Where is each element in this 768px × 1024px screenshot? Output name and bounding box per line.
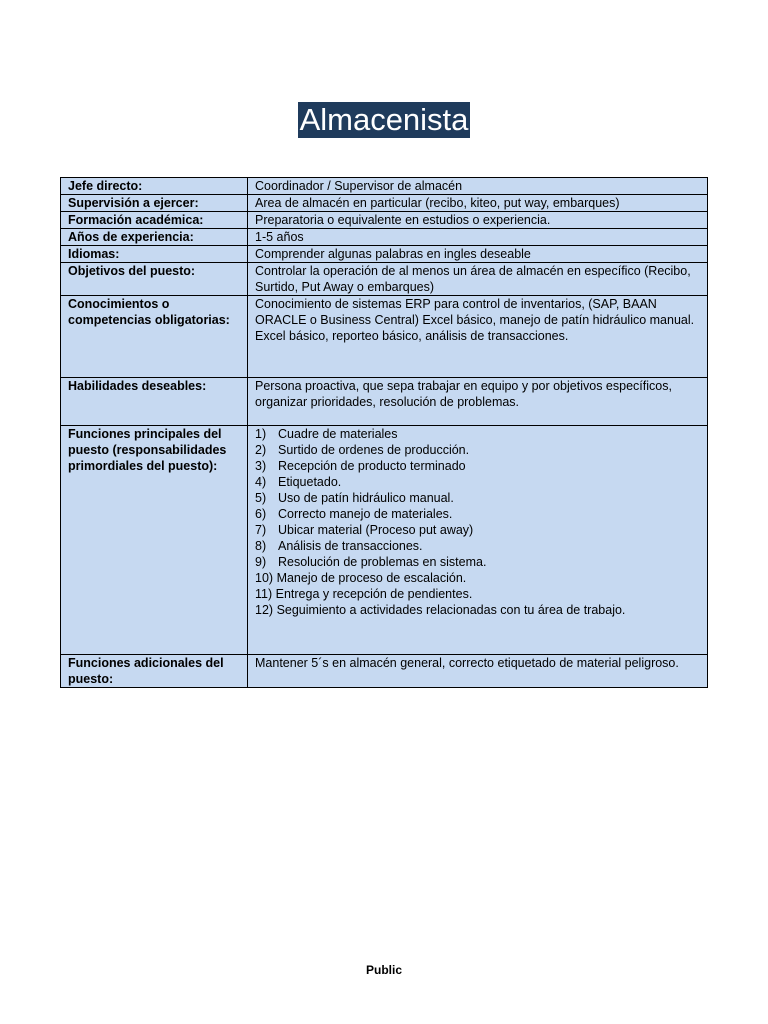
list-item [255,570,707,586]
row-label: Formación académica: [61,212,248,229]
page-title: Almacenista [299,102,469,137]
list-item [255,458,707,474]
list-item [255,586,707,602]
row-label: Habilidades deseables: [61,378,248,426]
list-text: Etiquetado. [278,475,342,489]
row-value: Mantener 5´s en almacén general, correcto etiquetado de material peligroso. [248,655,708,688]
list-number: 11) [255,587,273,601]
list-text: Entrega y recepción de pendientes. [275,587,473,601]
row-value: Coordinador / Supervisor de almacén [248,178,708,195]
list-item [255,490,707,506]
row-label: Funciones principales del puesto (responsabilidades primordiales del puesto): [61,426,248,655]
row-label: Idiomas: [61,246,248,263]
list-text: Uso de patín hidráulico manual. [278,491,454,505]
list-number: 7) [255,523,267,537]
row-value: Controlar la operación de al menos un área de almacén en específico (Recibo, Surtido, Put Away o embarques) [248,263,708,296]
row-value: Comprender algunas palabras en ingles deseable [248,246,708,263]
list-number: 5) [255,491,267,505]
table-row [61,178,708,195]
list-item [255,522,707,538]
row-label: Conocimientos o competencias obligatorias: [61,296,248,378]
row-label: Objetivos del puesto: [61,263,248,296]
row-label: Jefe directo: [61,178,248,195]
list-text: Surtido de ordenes de producción. [278,443,470,457]
row-label: Funciones adicionales del puesto: [61,655,248,688]
list-text: Recepción de producto terminado [278,459,466,473]
table-row [61,426,708,655]
list-number: 10) [255,571,274,585]
table-row [61,229,708,246]
list-number: 12) [255,603,274,617]
list-text: Ubicar material (Proceso put away) [278,523,474,537]
table-row [61,246,708,263]
list-item [255,602,707,618]
table-row [61,655,708,688]
list-item [255,554,707,570]
list-text: Resolución de problemas en sistema. [278,555,487,569]
row-value: Preparatoria o equivalente en estudios o experiencia. [248,212,708,229]
list-text: Correcto manejo de materiales. [278,507,453,521]
row-value: Persona proactiva, que sepa trabajar en equipo y por objetivos específicos, organizar prioridades, resolución de problemas. [248,378,708,426]
list-item [255,506,707,522]
list-text: Seguimiento a actividades relacionadas con tu área de trabajo. [276,603,626,617]
value-line: Excel básico, reporteo básico, análisis de transacciones. [255,329,569,343]
row-value: 1-5 años [248,229,708,246]
list-number: 4) [255,475,267,489]
list-number: 8) [255,539,267,553]
list-item [255,474,707,490]
list-number: 2) [255,443,267,457]
functions-list [248,426,708,655]
row-value [248,296,708,378]
row-label: Supervisión a ejercer: [61,195,248,212]
row-value: Area de almacén en particular (recibo, kiteo, put way, embarques) [248,195,708,212]
job-description-table [60,177,708,688]
table-row [61,296,708,378]
list-number: 9) [255,555,267,569]
row-label: Años de experiencia: [61,229,248,246]
list-item [255,426,707,442]
table-row [61,263,708,296]
table-row [61,378,708,426]
footer-classification: Public [365,963,402,977]
list-text: Manejo de proceso de escalación. [276,571,467,585]
list-text: Cuadre de materiales [278,427,398,441]
list-item [255,538,707,554]
table-row [61,195,708,212]
list-item [255,442,707,458]
value-line: Conocimiento de sistemas ERP para control de inventarios, (SAP, BAAN ORACLE o Business Central) Excel básico, manejo de patín hidráulico manual. [255,297,695,327]
list-number: 3) [255,459,267,473]
list-text: Análisis de transacciones. [278,539,423,553]
list-number: 6) [255,507,267,521]
title-container [0,102,768,138]
table-row [61,212,708,229]
list-number: 1) [255,427,267,441]
